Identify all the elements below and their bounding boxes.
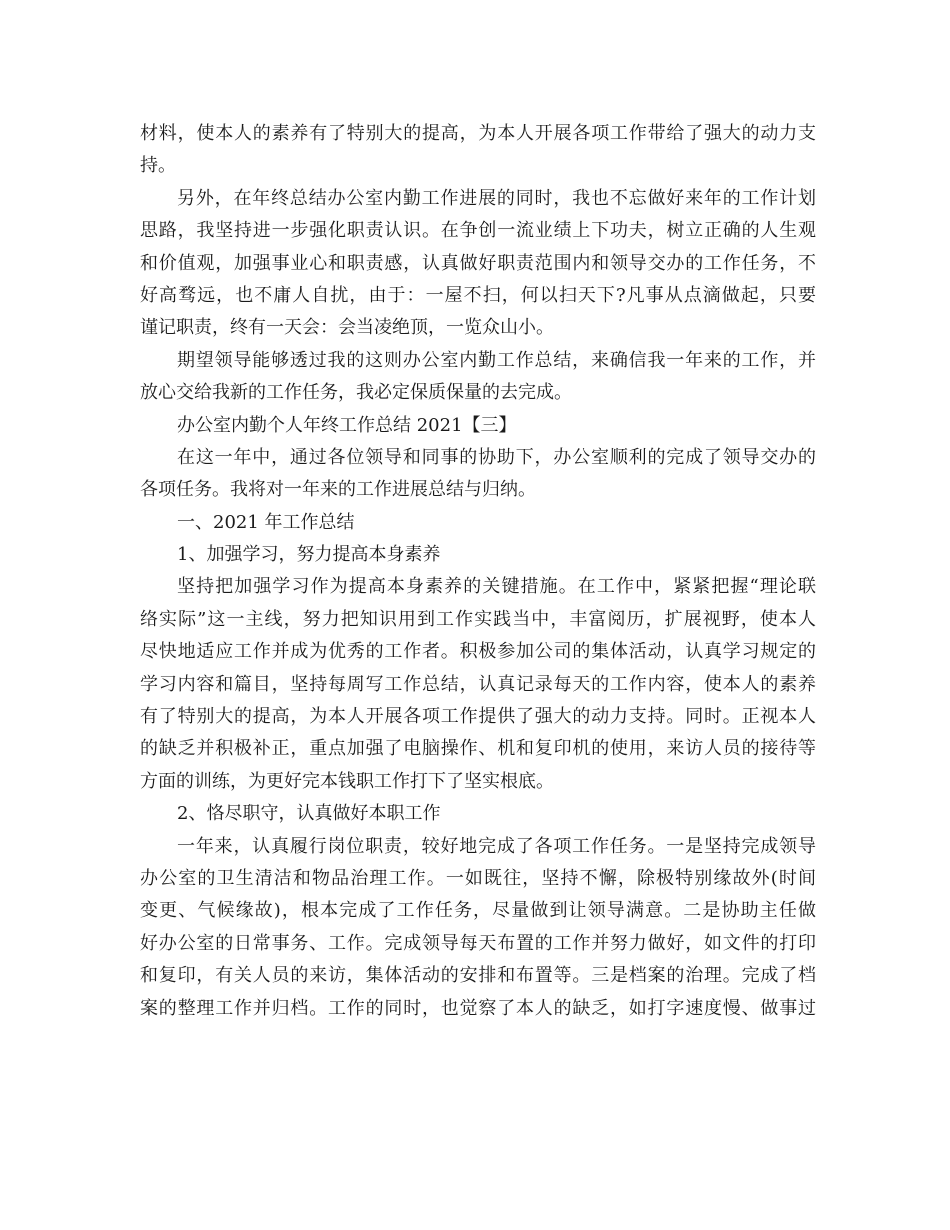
paragraph-line: 和价值观，加强事业心和职责感，认真做好职责范围内和领导交办的工作任务，不	[140, 252, 816, 274]
paragraph-line: 材料，使本人的素养有了特别大的提高，为本人开展各项工作带给了强大的动力支	[140, 123, 816, 144]
paragraph-line: 各项任务。我将对一年来的工作进展总结与归纳。	[140, 479, 536, 501]
paragraph-line: 有了特别大的提高，为本人开展各项工作提供了强大的动力支持。同时。正视本人	[140, 706, 816, 728]
paragraph-line: 好高骛远，也不庸人自扰，由于：一屋不扫，何以扫天下?凡事从点滴做起，只要	[140, 284, 816, 306]
paragraph-line: 另外，在年终总结办公室内勤工作进展的同时，我也不忘做好来年的工作计划	[177, 187, 816, 209]
paragraph-line: 办公室的卫生清洁和物品治理工作。一如既往，坚持不懈，除极特别缘故外(时间	[140, 867, 816, 889]
paragraph-line: 络实际”这一主线，努力把知识用到工作实践当中，丰富阅历，扩展视野，使本人	[140, 608, 816, 630]
paragraph-line: 在这一年中，通过各位领导和同事的协助下，办公室顺利的完成了领导交办的	[177, 446, 816, 468]
paragraph-line: 尽快地适应工作并成为优秀的工作者。积极参加公司的集体活动，认真学习规定的	[140, 641, 816, 663]
paragraph-line: 思路，我坚持进一步强化职责认识。在争创一流业绩上下功夫，树立正确的人生观	[140, 220, 816, 242]
paragraph-line: 方面的训练，为更好完本钱职工作打下了坚实根底。	[140, 770, 554, 792]
section-heading: 办公室内勤个人年终工作总结 2021【三】	[177, 414, 517, 436]
paragraph-line: 持。	[140, 155, 176, 177]
subsection-heading: 一、2021 年工作总结	[177, 511, 355, 533]
paragraph-line: 好办公室的日常事务、工作。完成领导每天布置的工作并努力做好，如文件的打印	[140, 932, 816, 954]
paragraph-line: 谨记职责，终有一天会：会当凌绝顶，一览众山小。	[140, 317, 554, 339]
paragraph-line: 的缺乏并积极补正，重点加强了电脑操作、机和复印机的使用，来访人员的接待等	[140, 738, 816, 760]
paragraph-line: 变更、气候缘故)，根本完成了工作任务，尽量做到让领导满意。二是协助主任做	[140, 900, 816, 922]
paragraph-line: 坚持把加强学习作为提高本身素养的关键措施。在工作中，紧紧把握“理论联	[177, 576, 816, 598]
paragraph-line: 一年来，认真履行岗位职责，较好地完成了各项工作任务。一是坚持完成领导	[177, 835, 816, 857]
paragraph-line: 案的整理工作并归档。工作的同时，也觉察了本人的缺乏，如打字速度慢、做事过	[140, 997, 816, 1019]
paragraph-line: 和复印，有关人员的来访，集体活动的安排和布置等。三是档案的治理。完成了档	[140, 965, 816, 987]
subsection-heading: 2、恪尽职守，认真做好本职工作	[177, 803, 441, 825]
subsection-heading: 1、加强学习，努力提高本身素养	[177, 544, 441, 566]
paragraph-line: 放心交给我新的工作任务，我必定保质保量的去完成。	[140, 382, 572, 404]
paragraph-line: 期望领导能够透过我的这则办公室内勤工作总结，来确信我一年来的工作，并	[177, 349, 816, 371]
document-page	[140, 118, 816, 1025]
paragraph-line: 学习内容和篇目，坚持每周写工作总结，认真记录每天的工作内容，使本人的素养	[140, 673, 816, 695]
